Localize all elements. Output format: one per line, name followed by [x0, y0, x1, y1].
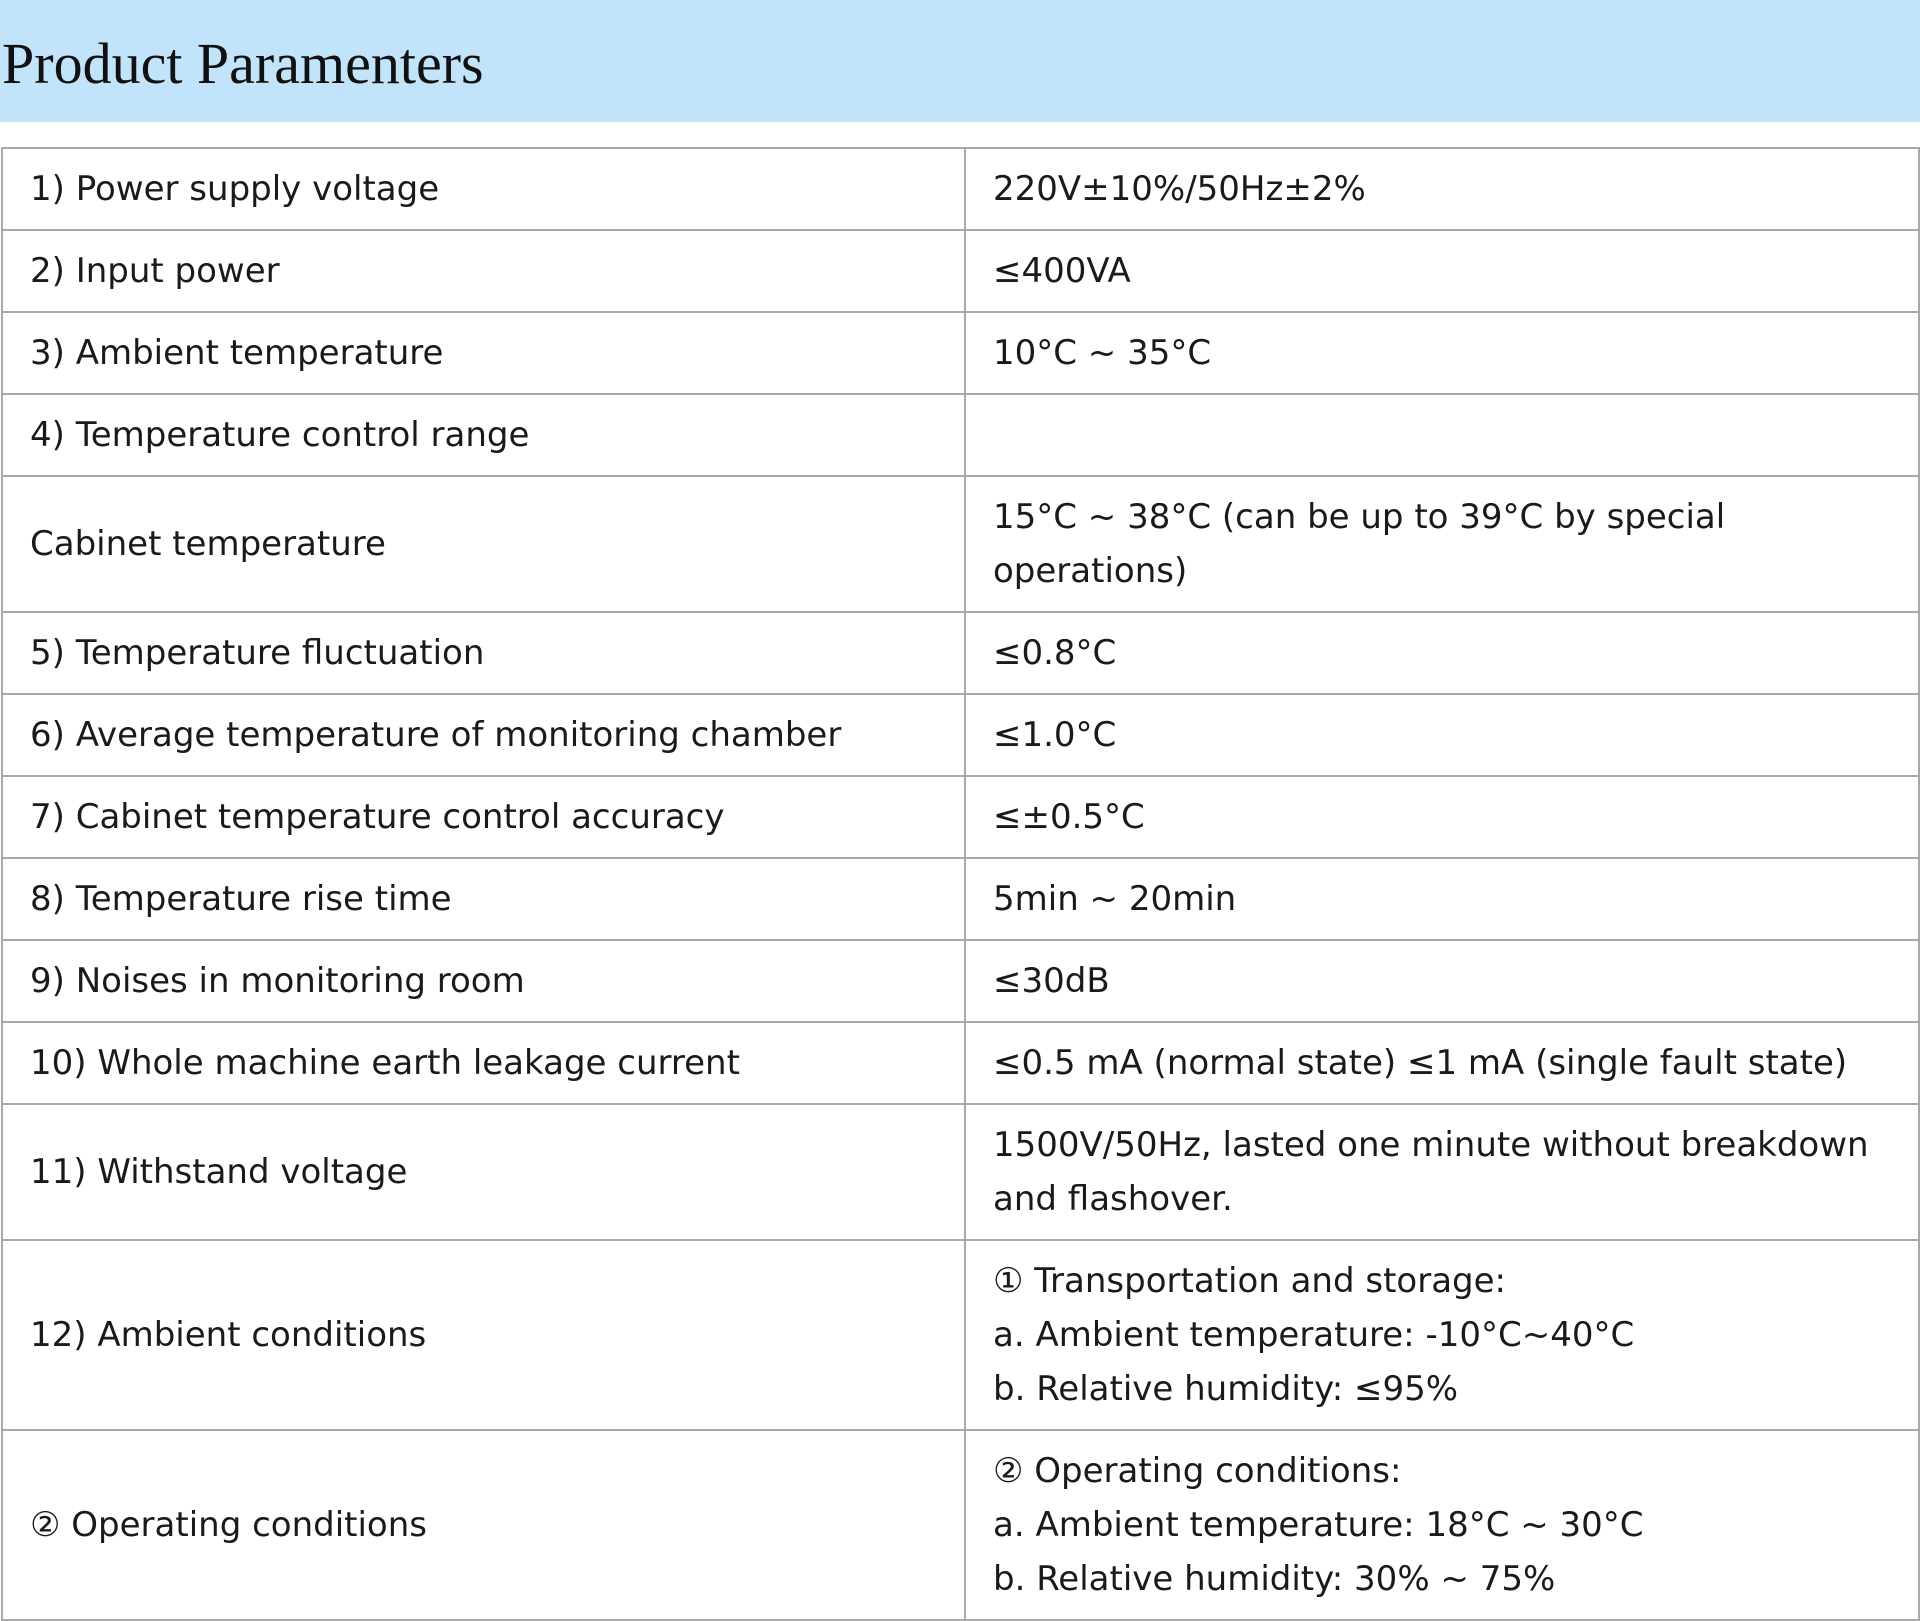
- param-value: ≤1.0°C: [993, 715, 1117, 755]
- param-value-cell: [965, 394, 1919, 476]
- param-value-cell: [965, 612, 1919, 694]
- param-value: 1500V/50Hz, lasted one minute without breakdown and flashover.: [993, 1125, 1869, 1219]
- param-value: ≤±0.5°C: [993, 797, 1145, 837]
- param-value-cell: [965, 776, 1919, 858]
- param-value: ≤0.8°C: [993, 633, 1117, 673]
- param-value-cell: [965, 694, 1919, 776]
- param-value-cell: [965, 230, 1919, 312]
- param-name-cell: 10) Whole machine earth leakage current: [2, 1022, 965, 1104]
- param-value: 15°C ~ 38°C (can be up to 39°C by special operations): [993, 497, 1726, 591]
- header-banner: [0, 0, 1920, 122]
- param-name-cell: Cabinet temperature: [2, 476, 965, 612]
- param-value-cell: [965, 148, 1919, 230]
- param-value-line: a. Ambient temperature: -10°C~40°C: [993, 1315, 1635, 1355]
- param-name-cell: 9) Noises in monitoring room: [2, 940, 965, 1022]
- param-value-cell: [965, 858, 1919, 940]
- param-name-cell: 1) Power supply voltage: [2, 148, 965, 230]
- param-value-cell: [965, 1104, 1919, 1240]
- param-value-cell: [965, 476, 1919, 612]
- param-value: ≤0.5 mA (normal state) ≤1 mA (single fault state): [993, 1043, 1848, 1083]
- page-title: Product Paramenters: [2, 31, 484, 96]
- table-row: [2, 1430, 1919, 1620]
- param-value-cell: [965, 1240, 1919, 1430]
- param-value-line: ① Transportation and storage:: [993, 1261, 1506, 1301]
- param-name-cell: 3) Ambient temperature: [2, 312, 965, 394]
- param-value-cell: [965, 940, 1919, 1022]
- param-name-cell: 12) Ambient conditions: [2, 1240, 965, 1430]
- param-value: 220V±10%/50Hz±2%: [993, 169, 1366, 209]
- param-name-cell: 5) Temperature fluctuation: [2, 612, 965, 694]
- param-name-cell: 8) Temperature rise time: [2, 858, 965, 940]
- table-row: [2, 776, 1919, 858]
- param-value: 5min ~ 20min: [993, 879, 1237, 919]
- param-name-cell: 4) Temperature control range: [2, 394, 965, 476]
- param-name-cell: 11) Withstand voltage: [2, 1104, 965, 1240]
- param-value: ≤30dB: [993, 961, 1110, 1001]
- table-row: [2, 1022, 1919, 1104]
- table-row: [2, 940, 1919, 1022]
- param-name-cell: 7) Cabinet temperature control accuracy: [2, 776, 965, 858]
- table-row: [2, 858, 1919, 940]
- param-value-line: b. Relative humidity: 30% ~ 75%: [993, 1559, 1556, 1599]
- table-row: [2, 312, 1919, 394]
- table-row: [2, 394, 1919, 476]
- table-row: [2, 1240, 1919, 1430]
- param-value-cell: [965, 312, 1919, 394]
- parameters-table: [1, 147, 1920, 1621]
- param-value-line: b. Relative humidity: ≤95%: [993, 1369, 1459, 1409]
- table-row: [2, 612, 1919, 694]
- table-row: [2, 148, 1919, 230]
- param-value: 10°C ~ 35°C: [993, 333, 1212, 373]
- table-row: [2, 230, 1919, 312]
- table-row: [2, 476, 1919, 612]
- param-name-cell: 2) Input power: [2, 230, 965, 312]
- param-value: ≤400VA: [993, 251, 1131, 291]
- param-value-cell: [965, 1022, 1919, 1104]
- param-value-line: a. Ambient temperature: 18°C ~ 30°C: [993, 1505, 1644, 1545]
- table-row: [2, 694, 1919, 776]
- param-value-line: ② Operating conditions:: [993, 1451, 1402, 1491]
- table-row: [2, 1104, 1919, 1240]
- param-value-cell: [965, 1430, 1919, 1620]
- param-name-cell: 6) Average temperature of monitoring chamber: [2, 694, 965, 776]
- param-name-cell: ② Operating conditions: [2, 1430, 965, 1620]
